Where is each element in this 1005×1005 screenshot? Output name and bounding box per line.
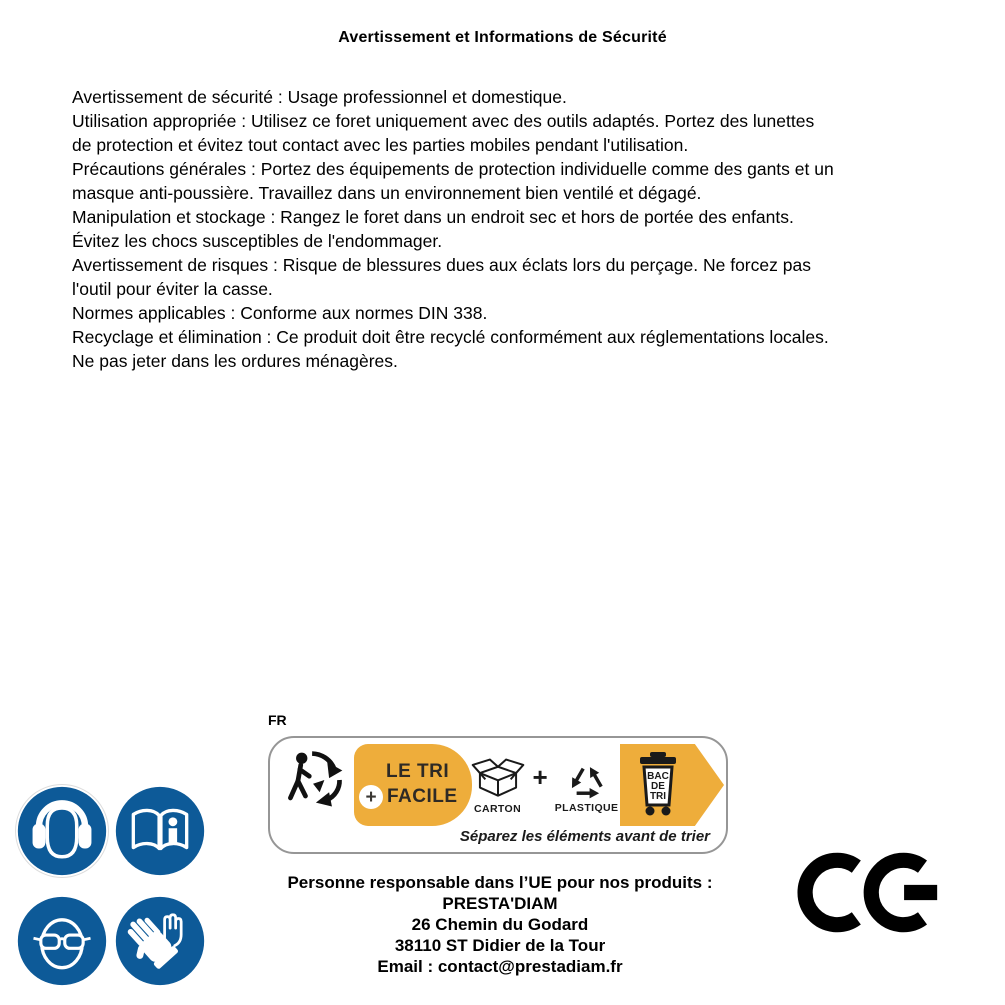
warning-line: Précautions générales : Portez des équipements de protection individuelle comme des gants et un [72, 159, 834, 179]
sorting-tagline: Séparez les éléments avant de trier [459, 828, 710, 845]
tri-facile-badge [354, 744, 472, 826]
wear-eye-protection-icon [16, 895, 108, 987]
ce-mark-icon [795, 845, 947, 940]
warning-line: Utilisation appropriée : Utilisez ce foret uniquement avec des outils adaptés. Portez des lunettes [72, 111, 815, 131]
safety-warnings-text [72, 85, 834, 373]
bin-text-line1: BAC [647, 771, 669, 782]
responsible-party-block [260, 872, 740, 977]
warning-line: l'outil pour éviter la casse. [72, 279, 273, 299]
carton-box-icon [470, 755, 526, 802]
page-title: Avertissement et Informations de Sécurité [338, 29, 667, 46]
materials-row [468, 744, 620, 826]
tri-facile-line1: LE TRI [386, 761, 450, 782]
responsible-party-line: Email : contact@prestadiam.fr [377, 957, 623, 976]
label-country-code: FR [268, 712, 287, 728]
bin-text-line3: TRI [649, 791, 667, 802]
sorting-bin-icon [635, 752, 681, 818]
warning-line: masque anti-poussière. Travaillez dans un environnement bien ventilé et dégagé. [72, 183, 702, 203]
bin-text-line2: DE [651, 781, 665, 792]
responsible-party-line: 38110 ST Didier de la Tour [394, 936, 606, 955]
recycling-arrows-icon [561, 756, 613, 801]
responsible-party-line: 26 Chemin du Godard [411, 915, 589, 934]
warning-line: Évitez les chocs susceptibles de l'endommager. [72, 231, 443, 251]
wear-ear-protection-icon [16, 785, 108, 877]
plus-circle-icon: + [359, 785, 383, 809]
warning-line: de protection et évitez tout contact avec les parties mobiles pendant l'utilisation. [72, 135, 689, 155]
triman-icon [280, 746, 348, 814]
wear-protective-gloves-icon [114, 895, 206, 987]
warning-line: Avertissement de risques : Risque de blessures dues aux éclats lors du perçage. Ne forcez pas [72, 255, 811, 275]
read-instruction-manual-icon [114, 785, 206, 877]
tri-facile-line2: FACILE [387, 786, 458, 807]
responsible-party-line: PRESTA'DIAM [442, 894, 558, 913]
warning-line: Avertissement de sécurité : Usage professionnel et domestique. [72, 87, 567, 107]
material-carton-label: CARTON [473, 803, 522, 815]
material-plastique [555, 756, 619, 814]
warning-line: Recyclage et élimination : Ce produit doit être recyclé conformément aux réglementations locales. [72, 327, 829, 347]
material-carton [470, 755, 526, 815]
recycling-sorting-label [268, 736, 728, 854]
warning-line: Normes applicables : Conforme aux normes DIN 338. [72, 303, 488, 323]
materials-plus: + [532, 762, 548, 792]
material-plastique-label: PLASTIQUE [554, 802, 619, 814]
responsible-party-line: Personne responsable dans l’UE pour nos produits : [287, 873, 713, 892]
sorting-bin-chevron [620, 744, 724, 826]
warning-line: Ne pas jeter dans les ordures ménagères. [72, 351, 398, 371]
warning-line: Manipulation et stockage : Rangez le foret dans un endroit sec et hors de portée des enfants. [72, 207, 794, 227]
